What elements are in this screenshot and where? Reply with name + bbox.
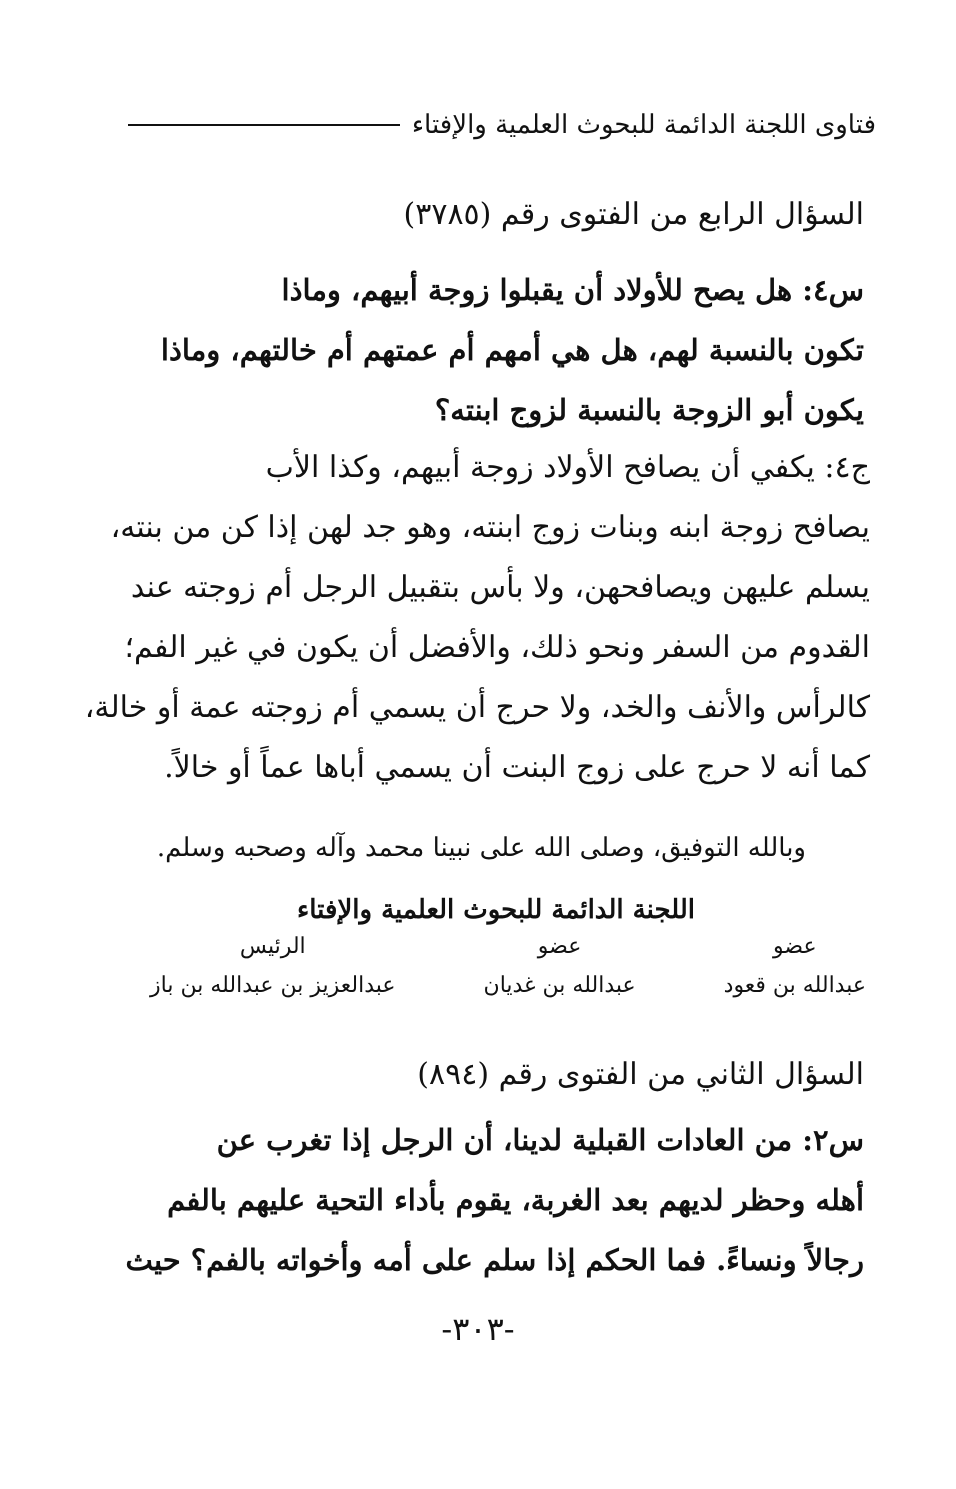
- member-signature: [484, 930, 636, 1008]
- fatwa2-label: السؤال الثاني من الفتوى رقم (٨٩٤): [417, 1057, 864, 1092]
- member-role: عضو: [773, 934, 817, 959]
- question-line: س٢: من العادات القبلية لدينا، أن الرجل إذا تغرب عن: [216, 1123, 864, 1157]
- fatwa1-label: السؤال الرابع من الفتوى رقم (٣٧٨٥): [403, 197, 864, 232]
- question-line: تكون بالنسبة لهم، هل هي أمهم أم عمتهم أم خالتهم، وماذا: [160, 333, 864, 367]
- member-name: عبدالله بن غديان: [483, 973, 636, 998]
- signatures: [150, 930, 866, 1008]
- question-line: يكون أبو الزوجة بالنسبة لزوج ابنته؟: [434, 393, 864, 427]
- page-number: -٣٠٣-: [441, 1310, 515, 1348]
- member-name: عبدالعزيز بن عبدالله بن باز: [150, 973, 396, 998]
- answer-line: يصافح زوجة ابنه وبنات زوج ابنته، وهو جد لهن إذا كن من بنته،: [110, 510, 870, 545]
- question-line: رجالاً ونساءً. فما الحكم إذا سلم على أمه وأخواته بالفم؟ حيث: [125, 1243, 864, 1277]
- fatwa2-label-block: [128, 1045, 864, 1105]
- header-rule: [128, 124, 400, 126]
- fatwa1-answer: [84, 438, 870, 798]
- running-header: [128, 100, 876, 150]
- committee-name: اللجنة الدائمة للبحوث العلمية والإفتاء: [297, 895, 695, 925]
- member-signature: [724, 930, 866, 1008]
- closing-block: [128, 818, 806, 878]
- fatwa1-question: [128, 260, 864, 440]
- fatwa2-question: [125, 1110, 864, 1290]
- answer-line: ج٤: يكفي أن يصافح الأولاد زوجة أبيهم، وكذا الأب: [265, 450, 870, 485]
- member-role: الرئيس: [239, 934, 306, 959]
- question-line: س٤: هل يصح للأولاد أن يقبلوا زوجة أبيهم، وماذا: [281, 273, 864, 307]
- question-line: أهله وحظر لديهم بعد الغربة، يقوم بأداء التحية عليهم بالفم: [167, 1183, 864, 1217]
- answer-line: يسلم عليهن ويصافحهن، ولا بأس بتقبيل الرجل أم زوجته عند: [130, 570, 870, 605]
- member-role: عضو: [537, 934, 582, 959]
- answer-line: القدوم من السفر ونحو ذلك، والأفضل أن يكون في غير الفم؛: [124, 630, 870, 665]
- header-title: فتاوى اللجنة الدائمة للبحوث العلمية والإفتاء: [411, 110, 876, 140]
- answer-line: كما أنه لا حرج على زوج البنت أن يسمي أباها عماً أو خالاً.: [164, 750, 870, 785]
- member-signature: [150, 930, 396, 1008]
- closing-line: وبالله التوفيق، وصلى الله على نبينا محمد وآله وصحبه وسلم.: [156, 833, 806, 863]
- fatwa1-label-block: [128, 185, 864, 245]
- member-name: عبدالله بن قعود: [723, 973, 866, 998]
- answer-line: كالرأس والأنف والخد، ولا حرج أن يسمي أم زوجته عمة أو خالة،: [84, 690, 870, 725]
